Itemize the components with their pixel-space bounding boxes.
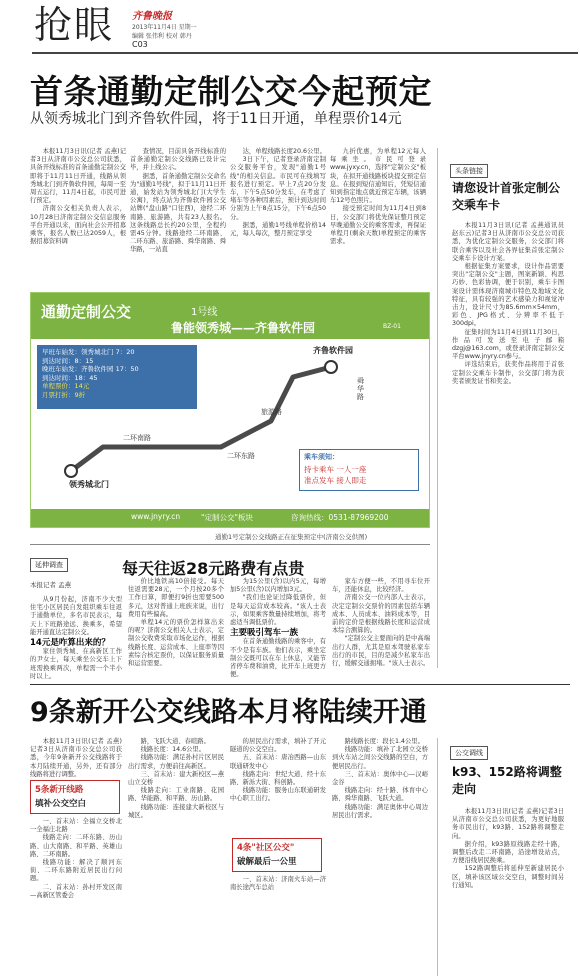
footer-board: "定制公交"板块 [201, 513, 253, 522]
paragraph: 路，飞跃大道、春暄路。 [140, 738, 210, 745]
second-tag-label: 延伸调查 [30, 558, 68, 572]
paragraph: 152路调整后将延伸至新建居民小区，填补该区域公交空白，调整时间另行通知。 [452, 865, 564, 889]
second-column-1 [30, 596, 122, 680]
footer-phone: 咨询热线：0531-87969200 [291, 513, 389, 522]
paragraph: 线路走向：二环东路、历山路、山大南路、和平路、英雄山路、二环南路。 [30, 834, 122, 858]
paragraph: 线路功能：填补了北园立交桥到火车站之间公交线路的空白，方便居民出行。 [332, 746, 428, 770]
paragraph: 评选结束后，获奖作品将用于首张定制公交乘车卡制作，公交部门将为获奖者颁发证书和奖金。 [452, 361, 564, 385]
road-label: 二环东路 [227, 452, 255, 460]
paragraph: 线路功能：满足奥体中心周边居民出行需求。 [332, 803, 428, 819]
graphic-line-number: 1号线 [191, 307, 218, 318]
paragraph: 征集时间为11月4日到11月30日，作品可发送至电子邮箱dzgj@163.com，或登录济南定制公交平台www.jnyry.cn参与。 [452, 328, 564, 361]
paragraph: 根据征集方案要求，设计作品需要突出"定制公交"主题，图案新颖、构思巧妙、色彩协调，便于识别，乘车卡图案设计需体现济南城市特色及地域文化特征，具有较强的艺术感染力和视觉冲击力，设计尺寸为85.6mm×54mm，彩色、JPG格式、分辨率不低于300dpi。 [452, 263, 564, 328]
road-label: 旅游路 [261, 408, 282, 416]
second-byline: 本报记者 孟燕 [30, 581, 72, 589]
graphic-title: 通勤定制公交 [41, 303, 132, 321]
section-rule [30, 544, 430, 545]
second-column-3 [230, 578, 326, 679]
third-column-1 [30, 818, 122, 976]
schedule-line: 晚班车始发：齐鲁软件园 17：50 [42, 365, 139, 373]
route-path [71, 367, 331, 471]
paragraph: 二、首末站：孙村开发区南—高新区管委会 [30, 883, 122, 899]
paragraph: 线路长度：14.6公里。 [140, 746, 205, 754]
paragraph: 一、首末站：全福立交桥北一全福庄北路 [30, 818, 122, 834]
paragraph: 线路功能：连接建大新校区与城区。 [128, 803, 224, 819]
lead-column-2 [130, 148, 226, 264]
box-subtitle: 填补公交空白 [35, 799, 87, 809]
sidebar-headline: 请您设计首张定制公交乘车卡 [452, 181, 561, 212]
third-sidebar-tag-label: 公交调线 [450, 746, 488, 760]
section-rule [30, 684, 570, 685]
graphic-route-code: BZ-01 [383, 323, 401, 330]
graphic-route: 鲁能领秀城——齐鲁软件园 [171, 321, 316, 335]
paragraph: 线路走向：工业南路、花园路、华能路、和平路、历山路。 [128, 787, 224, 803]
paragraph: 3日下午，记者登录济南定制公交服务平台，发现"通勤1号线"的相关信息。市民可在线填写报名进行预定。早上7点20分发车，下午5点50分发车，在考虑了堵车等各种因素后，预计到达时间分别为上午8点15分，下午6点50分。 [230, 156, 326, 221]
third-column-3b [230, 876, 326, 976]
notice-box [299, 449, 419, 491]
paragraph: 的居民出行需求，填补了开元隧道的公交空白。 [230, 738, 326, 754]
second-tag [30, 552, 68, 572]
price-line: 单程票价：14元 [42, 382, 90, 390]
paragraph: 本报11月3日讯(记者 孟燕)记者3日从济南市公交总公司获悉，今年9条新开公交线路将于本月陆续开通，另外，还有部分线路将进行调整。 [30, 738, 122, 778]
masthead [2, 2, 578, 56]
newspaper-logo: 齐鲁晚报 [132, 11, 172, 22]
column-divider [437, 148, 438, 668]
third-sidebar-body [452, 808, 564, 976]
paragraph: 线路功能：服务山东联通研发中心职工出行。 [230, 787, 326, 803]
third-column-4 [332, 738, 428, 976]
paragraph: 本报11月3日讯(记者 孟燕)记者3日从济南市公交总公司获悉，为更好地服务市民出行，k93路、152路将调整走向。 [452, 808, 564, 840]
route-graphic [30, 292, 430, 528]
paragraph: 路线路长度：段长1.4公里。 [344, 738, 424, 745]
box-title: 5条新开线路 [35, 785, 84, 795]
sidebar-tag-label: 头条链接 [450, 164, 488, 178]
notice-title: 乘车须知： [304, 453, 339, 461]
third-sidebar-headline: k93、152路将调整走向 [452, 765, 562, 796]
paragraph: 线路走向：经十路、体育中心路、舜华南路、飞跃大道。 [332, 787, 428, 803]
paragraph: 达，单程线路长度20.6公里。 [242, 148, 326, 155]
box-title: 4条"社区公交" [237, 843, 295, 853]
paragraph: 单程14元的票价怎样算出来的呢？济南公交相关人士表示，定制公交收费采取市场化运作，根据线路长度、运营成本、上座率等因素综合核定票价，以保证服务质量和运营需要。 [128, 619, 224, 668]
second-column-4 [332, 578, 430, 672]
masthead-rule [32, 52, 578, 54]
notice-line: 准点发车 接人即走 [304, 476, 367, 485]
paragraph: 为15公里(含)以内5元，每增加5公里(含)以内增加3元。 [230, 578, 326, 594]
paragraph: 三、首末站：奥体中心—汉峪金谷 [332, 770, 428, 787]
notice-line: 持卡乘车 一人一座 [304, 465, 367, 474]
paragraph: 五、首末站：唐冶西路—山东联通研发中心 [230, 754, 326, 770]
paragraph: 据介绍，k93路原线路走经十路，调整后改走二环南路，沿途增设站点，方便沿线居民换乘。 [452, 840, 564, 865]
subheading: 14元是咋算出来的？ [30, 638, 110, 649]
new-lines-box [30, 780, 120, 814]
footer-url: www.jnyry.cn [131, 512, 181, 521]
third-byline [30, 738, 122, 776]
paragraph: 价比地铁高10倍接受。每天往返需要28元，一个月按20多个工作日算，即便打9折也需要500多元，这对普通上班族来说，出行费用有些偏高。 [128, 578, 224, 618]
paragraph: 本报11月3日讯(记者 孟燕通讯员 赵东云)记者3日从济南市公交总公司获悉，为优化定制公交服务，公交部门将联合乘客以及社会各界征集首张定制公交乘车卡设计方案。 [452, 222, 564, 262]
paragraph: 在首条通勤线路的乘客中，有不少是有车族。他们表示，乘坐定制公交既可以在车上休息，又能节省停车费和油费，比开车上班更方便。 [230, 638, 326, 679]
end-stop-marker [325, 361, 337, 373]
paragraph: 三、首末站：建大新校区—燕山立交桥 [128, 770, 224, 787]
paragraph: "我们也论证过降低票价，但是每天运营成本较高。"该人士表示，如果乘客数量持续增加，将考虑适当调低票价。 [230, 594, 326, 627]
paragraph: 线路功能：满足孙村片区居民出行需求，方便前往高新区。 [128, 754, 224, 770]
paragraph: 线路走向：世纪大道、经十东路、新泺大街、科创路。 [230, 770, 326, 787]
third-column-2 [128, 738, 224, 976]
lead-headline: 首条通勤定制公交今起预定 [30, 72, 432, 111]
paragraph: 家住领秀城、在高新区工作的尹女士，每天乘坐公交车上下班需换乘两次，单程需一个半小时以上。 [30, 648, 122, 680]
third-sidebar-tag [450, 740, 488, 760]
second-headline: 每天往返28元路费有点贵 [122, 559, 305, 578]
editor-line: 编辑 张伟利 校对 韩丹 [132, 33, 192, 40]
lead-column-1 [30, 148, 126, 264]
section-title: 抢眼 [34, 3, 115, 47]
start-stop-marker [65, 465, 77, 477]
second-column-2 [128, 578, 224, 672]
page-number: C03 [132, 40, 148, 49]
paragraph: 查情况，目前具备开线标准的首条通勤定制公交线路已设计完毕，并上线公示。 [130, 148, 226, 172]
stop-end-label: 齐鲁软件园 [313, 346, 353, 355]
road-label: 二环南路 [123, 434, 151, 442]
third-headline: 9条新开公交线路本月将陆续开通 [30, 697, 427, 728]
lead-column-3 [230, 148, 326, 264]
subheading: 主要吸引驾车一族 [230, 628, 299, 639]
schedule-line: 到达时间：18：45 [42, 373, 98, 382]
sidebar-body [452, 222, 564, 662]
road-label: 舜华路 [357, 377, 364, 401]
lead-column-4 [330, 148, 426, 264]
box-subtitle: 破解最后一公里 [237, 857, 297, 867]
paragraph: 一、首末站：济南火车站—济南长途汽车总站 [230, 876, 326, 892]
paragraph: 接受预定时间为11月4日到8日，公交部门将优先保证整月预定早晚通勤公交的乘客需求，再保证单程月(剩余天数)单程预定的乘客需求。 [330, 205, 426, 246]
schedule-line: 到达时间：8：15 [42, 356, 94, 365]
graphic-caption: 通勤1号定制公交线路正在征集预定中(济南公交供图) [215, 533, 368, 541]
paragraph: 本报11月3日讯(记者 孟燕)记者3日从济南市公交总公司获悉，具备开线标准的首条通勤定制公交即将于11月11日开通，线路从领秀城北门到齐鲁软件园，每周一至周五运行，11月4日起，市民可进行预定。 [30, 148, 126, 205]
paragraph: 线路功能：解决了顺河东街、二环东路附近居民出行问题。 [30, 859, 122, 883]
paragraph: 据悉，通勤1号线单程价格14元，每人每次，整月预定享受 [230, 221, 326, 238]
paragraph: 济南公交一位内部人士表示，决定定制公交票价的因素包括车辆成本、人员成本、油料成本等，目前的定价是根据线路长度和运营成本综合测算的。 [332, 594, 430, 635]
paragraph: 九折优惠，为单程12元每人每乘坐。市民可登录www.jyxy.cn，选择"定制公交"板块，在拟开通线路板块提交预定信息。在报到短信通知后，凭短信通知到指定地点就近预定车辆，该辆车12号色照片。 [330, 148, 426, 205]
paragraph: 济南公交相关负责人表示，10月28日济南定制公交信息服务平台开通以来，面向社会公开招募乘客，报名人数已达2059人，根据招募资料调 [30, 205, 126, 246]
sidebar-tag [450, 158, 488, 178]
stop-start-label: 领秀城北门 [69, 480, 109, 489]
column-divider [437, 738, 438, 976]
schedule-line: 早班车始发：领秀城北门 7：20 [42, 348, 135, 356]
third-column-3a [230, 738, 326, 834]
price-line: 月票打折：9折 [42, 390, 86, 399]
paragraph: 从9月份起，济南不少大型住宅小区居民自发组织乘车往返于通勤单位，多名市民表示，每天上下班路途远、换乘多，希望能开通直达定制公交。 [30, 596, 122, 636]
date-line: 2013年11月4日 星期一 [132, 24, 197, 31]
paragraph: 据悉，首条通勤定制公交命名为"通勤1号线"，拟于11月11日开通，始发站为领秀城北门(大学生公寓)，终点站为齐鲁软件园公交站牌("盘山路"口往西)，途经二环南路、旅游路，共有23人报名。这条线路总长约20公里，全程约需45分钟。线路途经二环南路、二环东路、旅游路、舜华南路、舜华路，一站直 [130, 172, 226, 254]
community-bus-box [232, 838, 322, 872]
paragraph: 家车方便一些，不用寻车位开车，还能休息，比较经济。 [332, 578, 430, 594]
paragraph: "定制公交主要面向的是中高端出行人群，尤其是原本驾驶私家车出行的市民，目的是减少私家车出行，缓解交通拥堵。"该人士表示。 [332, 635, 430, 668]
lead-subhead: 从领秀城北门到齐鲁软件园，将于11日开通，单程票价14元 [30, 111, 402, 127]
